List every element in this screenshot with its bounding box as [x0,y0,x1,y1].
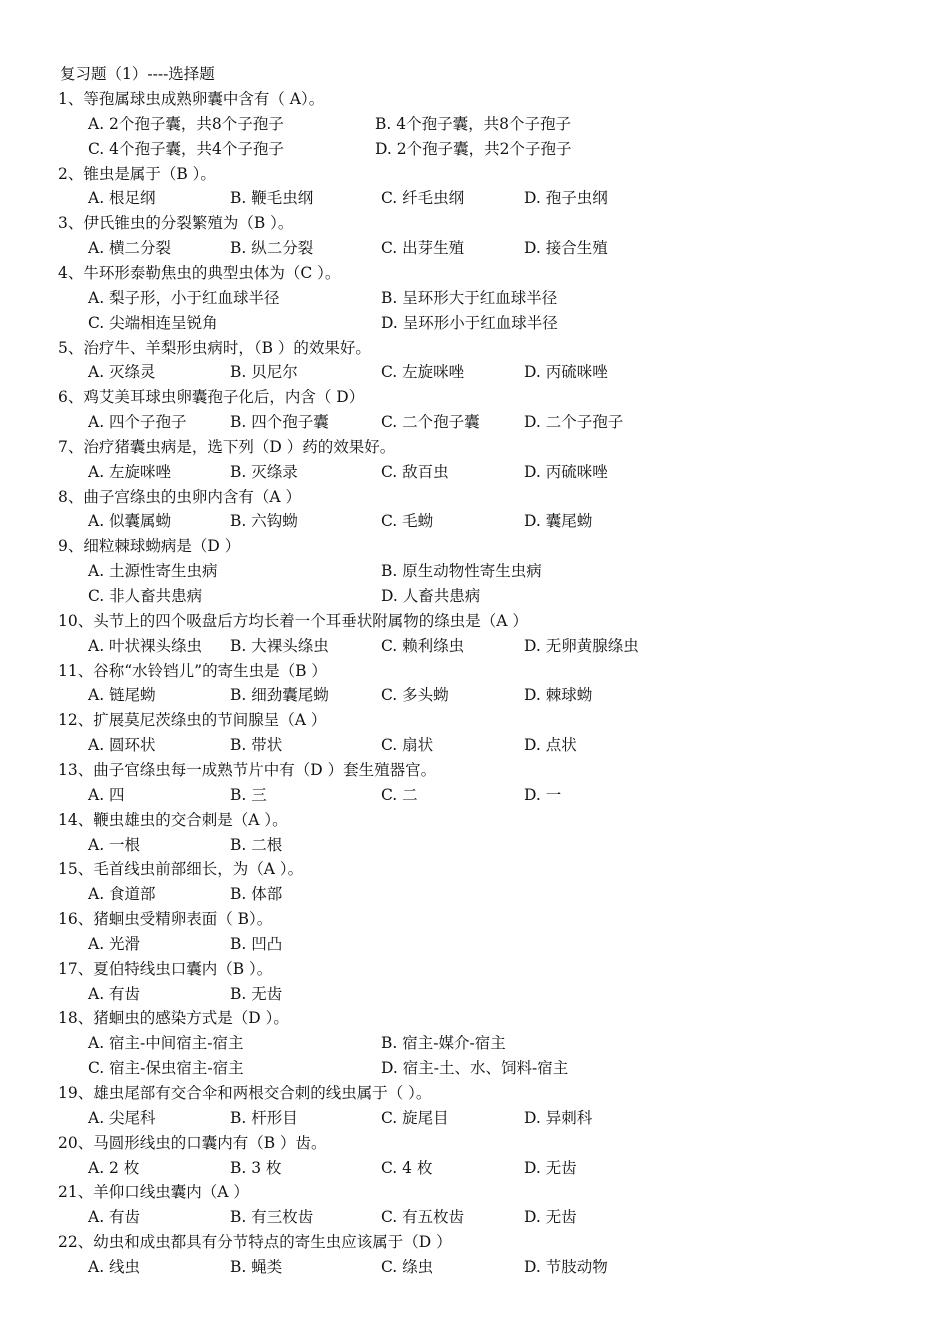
option-d: D. 囊尾蚴 [524,512,593,531]
options-row [0,1255,950,1280]
option-b: B. 带状 [230,736,283,755]
option-a: A. 线虫 [88,1257,141,1276]
option-c: C. 左旋咪唑 [381,363,465,382]
options-row [0,311,950,336]
options-row [0,236,950,261]
option-a: A. 左旋咪唑 [88,462,172,481]
option-d: D. 丙硫咪唑 [524,363,608,382]
option-d: D. 无齿 [524,1208,577,1227]
option-a: A. 有齿 [88,1208,141,1227]
option-d: D. 节肢动物 [524,1257,608,1276]
options-row [0,683,950,708]
question-stem: 6、鸡艾美耳球虫卵囊孢子化后，内含（ D） [58,388,365,407]
options-row [0,833,950,858]
option-b: B. 纵二分裂 [230,239,314,258]
option-b: B. 杆形目 [230,1108,298,1127]
question-stem: 11、谷称“水铃铛儿”的寄生虫是（B ） [58,661,327,680]
question-stem: 15、毛首线虫前部细长，为（A ）。 [58,860,304,879]
option-b: B. 三 [230,785,267,804]
option-c: C. 敌百虫 [381,462,449,481]
question-stem: 9、细粒棘球蚴病是（D ） [58,537,241,556]
question-stem: 4、牛环形泰勒焦虫的典型虫体为（C ）。 [58,263,341,282]
option-c: C. 二个孢子囊 [381,413,480,432]
options-row [0,186,950,211]
options-row [0,634,950,659]
option-a: A. 梨子形，小于红血球半径 [88,288,280,307]
option-d: D. 二个子孢子 [524,413,624,432]
option-c: C. 旋尾目 [381,1108,449,1127]
option-d: D. 异刺科 [524,1108,593,1127]
option-a: C. 宿主-保虫宿主-宿主 [88,1059,244,1078]
question-stem: 12、扩展莫尼茨绦虫的节间腺呈（A ） [58,711,327,730]
option-a: A. 宿主-中间宿主-宿主 [88,1034,244,1053]
option-c: C. 赖利绦虫 [381,636,465,655]
question-stem: 17、夏伯特线虫口囊内（B ）。 [58,959,273,978]
question-stem: 22、幼虫和成虫都具有分节特点的寄生虫应该属于（D ） [58,1233,452,1252]
page-title: 复习题（1）----选择题 [60,65,215,83]
question-stem: 13、曲子官绦虫每一成熟节片中有（D ）套生殖器官。 [58,760,437,779]
question-stem: 16、猪蛔虫受精卵表面（ B）。 [58,910,273,929]
option-b: B. 原生动物性寄生虫病 [381,562,542,581]
option-a: A. 一根 [88,835,141,854]
option-d: D. 棘球蚴 [524,686,593,705]
options-row [0,509,950,534]
question-stem: 10、头节上的四个吸盘后方均长着一个耳垂状附属物的绦虫是（A ） [58,611,528,630]
options-row [0,1156,950,1181]
option-b: B. 4个孢子囊，共8个子孢子 [375,114,571,133]
question-stem: 7、治疗猪囊虫病是，选下列（D ）药的效果好。 [58,437,396,456]
question-stem: 8、曲子宫绦虫的虫卵内含有（A ） [58,487,301,506]
option-b: B. 大裸头绦虫 [230,636,329,655]
question-stem: 14、鞭虫雄虫的交合刺是（A ）。 [58,810,288,829]
question-stem: 5、治疗牛、羊梨形虫病时，（B ）的效果好。 [58,338,371,357]
option-a: A. 食道部 [88,885,156,904]
option-b: B. 体部 [230,885,283,904]
option-c: C. 二 [381,785,418,804]
option-b: B. 六钩蚴 [230,512,298,531]
options-row [0,360,950,385]
option-a: A. 2个孢子囊，共8个子孢子 [88,114,284,133]
option-d: D. 点状 [524,736,577,755]
option-c: C. 有五枚齿 [381,1208,465,1227]
option-b: B. 灭绦录 [230,462,298,481]
options-row [0,733,950,758]
option-b: D. 2个孢子囊，共2个子孢子 [375,139,572,158]
options-row [0,1056,950,1081]
option-b: B. 无齿 [230,984,283,1003]
option-c: C. 纤毛虫纲 [381,189,465,208]
option-a: A. 似囊属蚴 [88,512,172,531]
options-row [0,882,950,907]
option-b: B. 宿主-媒介-宿主 [381,1034,506,1053]
option-a: A. 横二分裂 [88,239,172,258]
option-a: A. 灭绦灵 [88,363,156,382]
option-d: D. 无卵黄腺绦虫 [524,636,639,655]
options-row [0,559,950,584]
option-c: C. 出芽生殖 [381,239,465,258]
option-b: B. 凹凸 [230,934,283,953]
option-a: A. 2 枚 [88,1158,140,1177]
options-row [0,137,950,162]
option-c: C. 扇状 [381,736,434,755]
options-row [0,112,950,137]
options-row [0,1106,950,1131]
option-b: B. 呈环形大于红血球半径 [381,288,558,307]
option-a: A. 四个子孢子 [88,413,187,432]
question-stem: 19、雄虫尾部有交合伞和两根交合刺的线虫属于（ ）。 [58,1084,432,1102]
option-a: A. 链尾蚴 [88,686,156,705]
option-c: C. 多头蚴 [381,686,449,705]
option-a: C. 尖端相连呈锐角 [88,313,218,332]
question-stem: 20、马圆形线虫的口囊内有（B ）齿。 [58,1133,327,1152]
option-a: C. 4个孢子囊，共4个子孢子 [88,139,284,158]
options-row [0,982,950,1007]
option-b: D. 宿主-土、水、饲料-宿主 [381,1059,569,1078]
options-row [0,410,950,435]
question-stem: 1、等孢属球虫成熟卵囊中含有（ A）。 [58,90,325,108]
option-a: A. 叶状裸头绦虫 [88,636,203,655]
option-d: D. 无齿 [524,1158,577,1177]
option-a: A. 根足纲 [88,189,156,208]
option-b: B. 蝇类 [230,1257,283,1276]
options-row [0,1205,950,1230]
question-stem: 3、伊氏锥虫的分裂繁殖为（B ）。 [58,214,294,233]
question-stem: 21、羊仰口线虫囊内（A ） [58,1183,249,1202]
option-a: A. 圆环状 [88,736,156,755]
option-a: C. 非人畜共患病 [88,587,203,605]
options-row [0,460,950,485]
options-row [0,1031,950,1056]
option-b: B. 二根 [230,835,283,854]
option-b: B. 贝尼尔 [230,363,298,382]
options-row [0,783,950,808]
option-d: D. 丙硫咪唑 [524,462,608,481]
options-row [0,286,950,311]
option-b: B. 细劲囊尾蚴 [230,686,329,705]
option-d: D. 孢子虫纲 [524,189,608,208]
option-b: B. 有三枚齿 [230,1208,314,1227]
option-b: B. 3 枚 [230,1158,282,1177]
question-stem: 2、锥虫是属于（B ）。 [58,164,216,183]
question-stem: 18、猪蛔虫的感染方式是（D ）。 [58,1009,289,1028]
option-b: D. 人畜共患病 [381,587,481,605]
option-b: B. 四个孢子囊 [230,413,329,432]
option-d: D. 一 [524,785,562,804]
option-c: C. 绦虫 [381,1257,434,1276]
option-a: A. 尖尾科 [88,1108,156,1127]
option-a: A. 光滑 [88,934,141,953]
option-a: A. 有齿 [88,984,141,1003]
option-c: C. 毛蚴 [381,512,434,531]
option-d: D. 接合生殖 [524,239,608,258]
option-b: D. 呈环形小于红血球半径 [381,313,558,332]
option-c: C. 4 枚 [381,1158,433,1177]
option-a: A. 土源性寄生虫病 [88,562,218,581]
option-b: B. 鞭毛虫纲 [230,189,314,208]
option-a: A. 四 [88,785,125,804]
options-row [0,584,950,609]
options-row [0,932,950,957]
